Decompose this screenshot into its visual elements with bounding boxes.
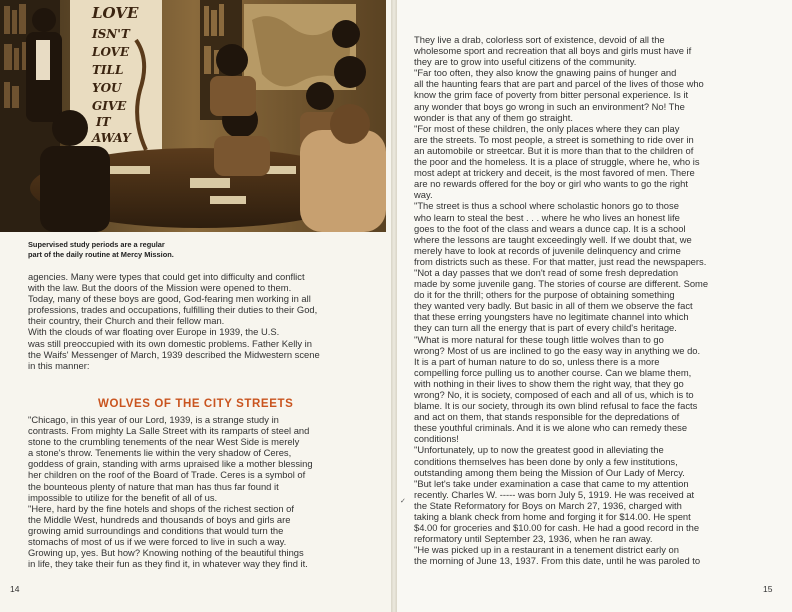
photo-caption xyxy=(28,240,328,260)
text-line: blame. It is our society, through its own blind refusal to face the facts xyxy=(414,400,698,412)
text-line: way. xyxy=(414,189,433,201)
text-line: an automobile or streetcar. But it is more than that to the children of xyxy=(414,144,694,156)
text-line: agencies. Many were types that could get into difficulty and conflict xyxy=(28,271,305,282)
text-line: outstanding among them being the Mission of Our Lady of Mercy. xyxy=(414,466,685,478)
poster-word-4: TILL xyxy=(92,63,124,77)
text-line: goes to the foot of the class and wears a dunce cap. It is a school xyxy=(414,222,686,234)
text-line: know the grim face of poverty from bitter personal experience. Is it xyxy=(414,89,689,101)
text-line: "He was picked up in a restaurant in a tenement district early on xyxy=(414,544,679,556)
text-line: in life, they take their fun as they find it, in whatever way they find it. xyxy=(28,558,308,570)
right-page-body xyxy=(414,34,708,567)
text-line: from districts such as these. For that matter, just read the newspapers. xyxy=(414,255,707,267)
text-line: they are to grow into useful citizens of the community. xyxy=(414,56,637,68)
text-line: these youthful criminals. And it is we alone who can remedy these xyxy=(414,422,688,434)
text-line: wholesome sport and recreation that all boys and girls must have if xyxy=(414,45,692,57)
text-line: the bounteous plenty of nature that man has thus far found it xyxy=(28,480,279,492)
text-line: goddess of grain, standing with arms upraised like a mother blessing xyxy=(28,458,313,470)
text-line: all the haunting fears that are part and parcel of the lives of those who xyxy=(414,78,704,90)
text-line: "But let's take under examination a case that came to my attention xyxy=(414,477,689,489)
text-line: compelling force pulling us to another course. Can we blame them, xyxy=(414,366,692,378)
text-line: made by some juvenile gang. The stories of course are different. Some xyxy=(414,278,709,290)
text-line: With the clouds of war floating over Europe in 1939, the U.S. xyxy=(28,326,280,338)
text-line: stone to the crumbling tenements of the near West Side is merely xyxy=(28,436,300,448)
text-line: "For most of these children, the only places where they can play xyxy=(414,122,680,134)
text-line: professions, trades and occupations, fulfilling their duties to their God, xyxy=(28,304,318,316)
left-page xyxy=(0,0,391,612)
text-line: They live a drab, colorless sort of existence, devoid of all the xyxy=(414,34,665,45)
text-line: Today, many of these boys are good, God-fearing men working in all xyxy=(28,293,311,305)
study-room-photo xyxy=(0,0,386,232)
text-line: impossible to utilize for the benefit of all of us. xyxy=(28,491,218,503)
text-line: with the law. But the doors of the Mission were opened to them. xyxy=(28,282,292,294)
text-line: with nothing in their lives to show them the right way, that they go xyxy=(414,377,684,389)
text-line: "Not a day passes that we don't read of some fresh depredation xyxy=(414,266,679,278)
poster-word-5: YOU xyxy=(92,81,122,95)
text-line: stomachs of most of us if we were forced to live in such a way. xyxy=(28,536,287,548)
poster-word-1: LOVE xyxy=(92,4,139,22)
text-line: It is a part of human nature to do so, unless there is a more xyxy=(414,355,660,367)
text-line: who learn to steal the best . . . where he who lives an honest life xyxy=(414,211,680,223)
text-line: a stone's throw. Tenements lie within the very shadow of Ceres, xyxy=(28,447,292,459)
text-line: recently. Charles W. ----- was born July 5, 1919. He was received at xyxy=(414,488,695,500)
text-line: "The street is thus a school where scholastic honors go to those xyxy=(414,200,679,212)
text-line: in this manner: xyxy=(28,359,90,371)
poster-word-8: AWAY xyxy=(92,131,131,145)
text-line: the morning of June 13, 1937. From this date, until he was paroled to xyxy=(414,555,701,567)
text-line: "What is more natural for these tough little wolves than to go xyxy=(414,333,664,345)
text-line: conditions themselves has been done by only a few institutions, xyxy=(414,455,678,467)
text-line: was still preoccupied with its own domestic problems. Father Kelly in xyxy=(28,337,312,349)
text-line: wrong? No, it is society, composed of each and all of us, which is to xyxy=(414,389,694,400)
text-line: "Here, hard by the fine hotels and shops of the richest section of xyxy=(28,502,294,514)
text-line: contrasts. From mighty La Salle Street with its ramparts of steel and xyxy=(28,425,310,437)
text-line: $4.00 for groceries and $10.00 for cash. He had a good record in the xyxy=(414,522,700,534)
text-line: her children on the roof of the Board of Trade. Ceres is a symbol of xyxy=(28,469,306,481)
text-line: and act on them, that stands responsible for the depredations of xyxy=(414,411,680,423)
text-line: most adept at trickery and deceit, is the most favored of men. There xyxy=(414,167,695,179)
text-line: "Unfortunately, up to now the greatest good in alleviating the xyxy=(414,444,664,456)
text-line: the State Reformatory for Boys on March 27, 1936, charged with xyxy=(414,499,682,511)
caption-line: part of the daily routine at Mercy Mission. xyxy=(28,250,174,259)
text-line: the poor and the homeless. It is a place of struggle, where he, who is xyxy=(414,156,700,168)
text-line: wrong? Most of us are inclined to go the easy way in anything we do. xyxy=(414,344,701,356)
page-number: 15 xyxy=(763,584,773,594)
body-paragraphs-top xyxy=(28,271,320,371)
text-line: are no rewards offered for the boy or girl who wants to go the right xyxy=(414,178,688,190)
text-line: they wanted very badly. But basic in all of them we observe the fact xyxy=(414,300,693,312)
poster-word-7: IT xyxy=(96,115,111,129)
text-line: that these erring youngsters have no legitimate channel into which xyxy=(414,311,689,323)
text-line: taking a blank check from home and forging it for $14.00. He spent xyxy=(414,511,691,523)
text-line: reformatory until September 23, 1936, when he ran away. xyxy=(414,533,653,545)
text-line: any wonder that boys go wrong in such an environment? No! The xyxy=(414,100,685,112)
body-paragraphs-bottom xyxy=(28,414,313,569)
text-line: the Waifs' Messenger of March, 1939 described the Midwestern scene xyxy=(28,348,320,360)
text-line: do it for the thrill; others for the purpose of obtaining something xyxy=(414,289,675,301)
poster-word-6: GIVE xyxy=(92,99,127,113)
margin-mark: ✓ xyxy=(400,498,406,505)
text-line: wonder is that any of them go straight. xyxy=(414,111,573,123)
page-number: 14 xyxy=(10,584,20,594)
text-line: merely have to look at records of juvenile delinquency and crime xyxy=(414,244,681,256)
text-line: the Middle West, hundreds and thousands of boys and girls are xyxy=(28,513,291,525)
text-line: are the streets. To most people, a street is something to ride over in xyxy=(414,133,694,145)
text-line: their country, their Church and their fellow man. xyxy=(28,315,225,327)
poster-word-3: LOVE xyxy=(92,45,130,59)
text-line: where the lessons are taught exceedingly well. If we doubt that, we xyxy=(414,233,692,245)
text-line: "Far too often, they also know the gnawing pains of hunger and xyxy=(414,67,677,79)
text-line: Growing up, yes. But how? Knowing nothing of the beautiful things xyxy=(28,547,304,559)
text-line: conditions! xyxy=(414,433,459,445)
text-line: growing amid surroundings and conditions that would turn the xyxy=(28,524,284,536)
text-line: "Chicago, in this year of our Lord, 1939, is a strange study in xyxy=(28,414,279,425)
caption-line: Supervised study periods are a regular xyxy=(28,240,165,249)
poster-word-2: ISN'T xyxy=(92,27,130,41)
text-line: they can turn all the energy that is part of every child's heritage. xyxy=(414,322,677,334)
section-heading: WOLVES OF THE CITY STREETS xyxy=(98,398,294,410)
